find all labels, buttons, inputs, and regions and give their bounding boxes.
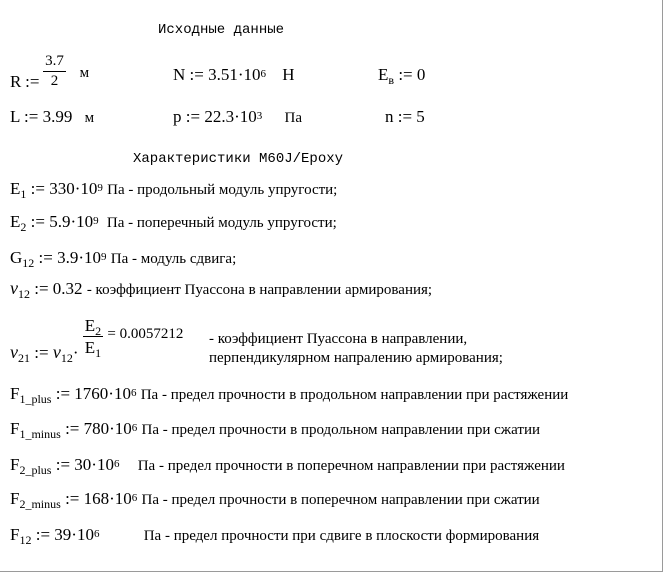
frac-num-sub: 2 <box>95 324 102 338</box>
region-nu21[interactable]: $\nu_{21}$ := $\nu_{12}\cdot$ $\frac{E_2}{E_1}$ = 0.0057212 <box>10 316 184 366</box>
exp-G12: 9 <box>101 251 107 263</box>
frac-R <box>43 54 66 89</box>
frac-num-sym: E <box>84 316 96 335</box>
desc-nu12: - коэффициент Пуассона в направлении армирования; <box>86 282 433 298</box>
value-Ev: := 0 <box>398 65 426 84</box>
unit-N: Н <box>282 65 295 84</box>
desc-F12: Па - предел прочности при сдвиге в плоскости формирования <box>143 528 540 544</box>
unit-L: м <box>84 110 95 126</box>
heading-input-data: Исходные данные <box>158 22 285 38</box>
sub-Ev: в <box>388 73 395 87</box>
sym-E2: E <box>10 212 21 231</box>
desc-F1minus: Па - предел прочности в продольном направлении при сжатии <box>141 422 541 438</box>
value-G12: := 3.9·10 <box>38 248 102 267</box>
region-F2minus[interactable] <box>10 489 540 511</box>
desc-E1: Па - продольный модуль упругости; <box>107 182 338 198</box>
desc-nu21-line2: перпендикулярном напралению армирования; <box>209 350 503 366</box>
sym-nu21: ν <box>10 342 18 363</box>
sub-nu12-ref: 12 <box>60 351 73 366</box>
region-n[interactable] <box>385 108 425 125</box>
sub-F12: 12 <box>19 533 32 547</box>
var-n: n <box>385 107 394 126</box>
sub-E1: 1 <box>20 187 27 201</box>
var-N: N <box>173 65 186 84</box>
unit-R: м <box>79 64 90 81</box>
region-F12[interactable] <box>10 525 540 547</box>
exp-E2: 9 <box>93 215 99 227</box>
sym-G12: G <box>10 248 23 267</box>
sub-F1plus: 1_plus <box>19 392 52 406</box>
exp-F1minus: 6 <box>131 422 138 434</box>
sym-nu12: ν <box>10 278 18 298</box>
value-L: := 3.99 <box>24 107 73 126</box>
heading-material: Характеристики M60J/Epoxy <box>133 151 344 167</box>
desc-F2minus: Па - предел прочности в поперечном направлении при сжатии <box>141 492 540 508</box>
value-N: 3.51·10 <box>208 65 261 84</box>
desc-G12: Па - модуль сдвига; <box>110 251 237 267</box>
assign-p: := <box>185 107 201 126</box>
value-F12: := 39·10 <box>35 525 94 544</box>
value-E1: := 330·10 <box>30 179 98 198</box>
exp-F2plus: 6 <box>113 458 120 470</box>
sym-F12: F <box>10 525 20 544</box>
frac-den-sym: E <box>84 338 96 357</box>
desc-F2plus: Па - предел прочности в поперечном направлении при растяжении <box>137 458 565 474</box>
region-E1[interactable] <box>10 179 338 201</box>
sym-F1plus: F <box>10 384 20 403</box>
frac-E2-E1 <box>83 316 103 360</box>
var-p: p <box>173 107 182 126</box>
sym-F2minus: F <box>10 489 20 508</box>
sub-G12: 12 <box>22 256 35 270</box>
sub-nu21: 21 <box>18 351 30 366</box>
sub-nu12: 12 <box>18 287 30 301</box>
exp-F12: 6 <box>93 528 100 540</box>
region-nu12[interactable] <box>10 278 433 301</box>
var-E: E <box>378 65 389 84</box>
sub-F2plus: 2_plus <box>19 463 52 477</box>
region-F1plus[interactable] <box>10 384 569 406</box>
region-L[interactable] <box>10 108 94 126</box>
value-F2minus: := 168·10 <box>65 489 132 508</box>
exp-E1: 9 <box>97 182 103 194</box>
exp-F2minus: 6 <box>131 492 138 504</box>
var-L: L <box>10 107 20 126</box>
value-E2: := 5.9·10 <box>30 212 94 231</box>
region-p[interactable] <box>173 108 302 126</box>
exp-N: 6 <box>260 68 267 80</box>
desc-nu21-line1: - коэффициент Пуассона в направлении, <box>209 331 468 347</box>
value-p: 22.3·10 <box>204 107 257 126</box>
sym-F1minus: F <box>10 419 20 438</box>
region-F1minus[interactable] <box>10 419 541 441</box>
value-F1plus: := 1760·10 <box>55 384 131 403</box>
frac-den-sub: 1 <box>95 346 102 360</box>
desc-E2: Па - поперечный модуль упругости; <box>106 215 337 231</box>
assign-R: := <box>25 71 40 91</box>
sym-F2plus: F <box>10 455 20 474</box>
assign-nu21: := <box>34 343 53 363</box>
frac-R-den: 2 <box>50 73 59 89</box>
sym-E1: E <box>10 179 21 198</box>
value-F1minus: := 780·10 <box>65 419 132 438</box>
region-E2[interactable] <box>10 212 337 234</box>
region-R[interactable] <box>10 54 89 89</box>
region-G12[interactable] <box>10 248 237 270</box>
desc-F1plus: Па - предел прочности в продольном направлении при растяжении <box>140 387 569 403</box>
unit-p: Па <box>284 110 302 126</box>
frac-R-num: 3.7 <box>43 54 66 72</box>
sub-F2minus: 2_minus <box>19 497 61 511</box>
value-F2plus: := 30·10 <box>55 455 114 474</box>
sym-nu12-ref: ν <box>52 342 61 363</box>
region-N[interactable] <box>173 66 295 83</box>
sub-E2: 2 <box>20 220 27 234</box>
value-nu12: := 0.32 <box>34 279 83 298</box>
region-Ev[interactable] <box>378 65 426 87</box>
assign-N: := <box>189 65 204 84</box>
exp-p: 3 <box>256 110 263 122</box>
exp-F1plus: 6 <box>130 387 137 399</box>
var-R: R <box>10 71 22 91</box>
result-nu21: = 0.0057212 <box>107 326 184 343</box>
sub-F1minus: 1_minus <box>19 427 61 441</box>
region-F2plus[interactable] <box>10 455 565 477</box>
value-n: := 5 <box>397 107 425 126</box>
